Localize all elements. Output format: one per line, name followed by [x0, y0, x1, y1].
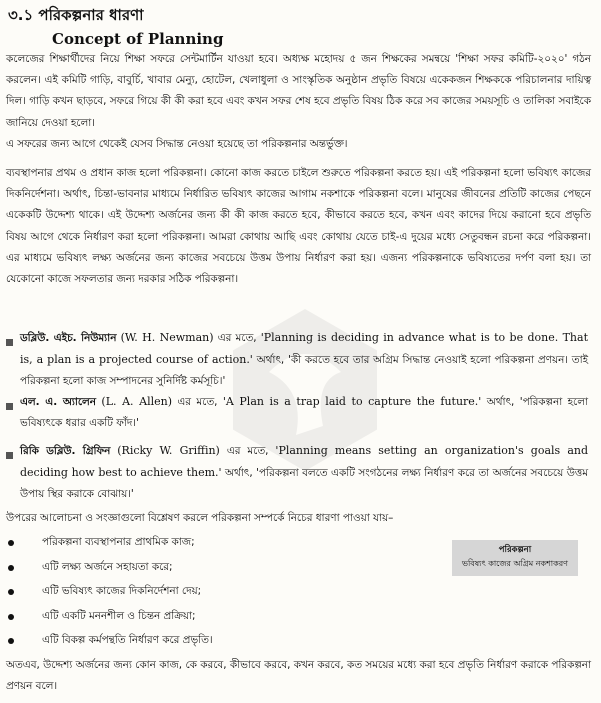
author-name-bn: ডব্লিউ. এইচ. নিউম্যান — [20, 332, 117, 344]
definition-translation-bn: অর্থাৎ, 'পরিকল্পনা বলতে একটি সংগঠনের লক্ষ্য নির্ধারণ করে তা অর্জনের সবচেয়ে উত্তম উপায় স্থির করাকে বোঝায়।' — [20, 467, 588, 501]
definition-translation-bn: অর্থাৎ, 'কী করতে হবে তার অগ্রিম সিদ্ধান্ত নেওয়াই হলো পরিকল্পনা প্রণয়ন। তাই পরিকল্পনা হলো কাজ সম্পাদনের সুনির্দিষ্ট কর্মসূচি।' — [20, 354, 588, 388]
section-heading: ৩.১ পরিকল্পনার ধারণা — [8, 6, 144, 24]
author-name-en: (W. H. Newman) — [120, 331, 214, 344]
side-box-title: পরিকল্পনা — [498, 545, 532, 555]
definition-griffin — [20, 440, 588, 506]
definition-allen — [20, 391, 588, 434]
author-name-bn: রিকি ডব্লিউ. গ্রিফিন — [20, 445, 111, 457]
section-subheading: Concept of Planning — [52, 30, 224, 48]
definition-quote-en: 'A Plan is a trap laid to capture the future.' — [222, 395, 482, 408]
definition-bullet-icon — [6, 403, 13, 410]
definition-bullet-icon — [6, 339, 13, 346]
definition-connector: এর মতে, — [213, 332, 261, 344]
definition-quote-en: 'Planning is deciding in advance what is to be done. That is, a plan is a projected course of action.' — [20, 331, 588, 367]
author-name-en: (L. A. Allen) — [101, 395, 172, 408]
author-name-en: (Ricky W. Griffin) — [117, 444, 220, 457]
list-item: এটি ভবিষ্যৎ কাজের দিকনির্দেশনা দেয়; — [6, 579, 446, 604]
definition-connector: এর মতে, — [219, 445, 276, 457]
definition-side-box — [452, 540, 578, 576]
author-name-bn: এল. এ. অ্যালেন — [20, 396, 97, 408]
definition-bullet-icon — [6, 452, 13, 459]
definition-connector: এর মতে, — [172, 396, 223, 408]
side-box-text: ভবিষ্যৎ কাজের অগ্রিম নকশাকরণ — [462, 559, 568, 568]
intro-paragraph: কলেজের শিক্ষার্থীদের নিয়ে শিক্ষা সফরে সেন্টমার্টিন যাওয়া হবে। অধ্যক্ষ মহোদয় ৫ জন শিক্ষকের সমন্বয়ে 'শিক্ষা সফর কমিটি-২০২০' গঠন করলেন। এই কমিটি গাড়ি, বাবুর্চি, খাবার মেন্যু, হোটেল, খেলাধুলা ও সাংস্কৃতিক অনুষ্ঠান প্রভৃতি বিষয়ে একেকজন শিক্ষককে পরিচালনার দায়িত্ব দিল। গাড়ি কখন ছাড়বে, সফরে গিয়ে কী কী করা হবে এবং কখন সফর শেষ হবে প্রভৃতি বিষয় ঠিক করে সব কাজের সময়সূচি ও তালিকা সবাইকে জানিয়ে দেওয়া হলো। — [6, 53, 591, 129]
list-item: এটি বিকল্প কর্মপন্থতি নির্ধারণ করে প্রভৃতি। — [6, 628, 446, 653]
definition-newman — [20, 327, 588, 393]
concept-bullet-list — [6, 530, 446, 653]
definition-translation-bn: অর্থাৎ, 'পরিকল্পনা হলো ভবিষ্যৎকে ধরার একটি ফাঁদ।' — [20, 396, 588, 430]
summary-intro: উপরের আলোচনা ও সংজ্ঞাগুলো বিশ্লেষণ করলে পরিকল্পনা সম্পর্কে নিচের ধারণা পাওয়া যায়– — [6, 512, 394, 524]
list-item: এটি একটি মননশীল ও চিন্তন প্রক্রিয়া; — [6, 604, 446, 629]
list-item: এটি লক্ষ্য অর্জনে সহায়তা করে; — [6, 555, 446, 580]
list-item: পরিকল্পনা ব্যবস্থাপনার প্রাথমিক কাজ; — [6, 530, 446, 555]
definition-quote-en: 'Planning means setting an organization's goals and deciding how best to achieve them.' — [20, 444, 589, 480]
conclusion-paragraph: অতএব, উদ্দেশ্য অর্জনের জন্য কোন কাজ, কে করবে, কীভাবে করবে, কখন করবে, কত সময়ের মধ্যে করা হবে প্রভৃতি নির্ধারণ করাকে পরিকল্পনা প্রণয়ন বলে। — [6, 659, 591, 693]
planning-description-paragraph: ব্যবস্থাপনার প্রথম ও প্রধান কাজ হলো পরিকল্পনা। কোনো কাজ করতে চাইলে শুরুতে পরিকল্পনা করতে হয়। এই পরিকল্পনা হলো ভবিষ্যৎ কাজের দিকনির্দেশনা। অর্থাৎ, চিন্তা-ভাবনার মাধ্যমে নির্ধারিত ভবিষ্যৎ কাজের আগাম নকশাকে পরিকল্পনা বলে। মানুষের জীবনের প্রতিটি কাজের পেছনে একেকটি উদ্দেশ্য থাকে। এই উদ্দেশ্য অর্জনের জন্য কী কী কাজ করতে হবে, কীভাবে করতে হবে, কখন এবং কাদের দিয়ে করানো হবে প্রভৃতি বিষয় আগে থেকে নির্ধারণ করা হলো পরিকল্পনা। আমরা কোথায় আছি এবং কোথায় যেতে চাই-এ দুয়ের মধ্যে সেতুবন্ধন রচনা করে পরিকল্পনা। এর মাধ্যমে ভবিষ্যৎ লক্ষ্য অর্জনের জন্য কাজের সবচেয়ে উত্তম উপায় নির্ধারণ করা হয়। এজন্য পরিকল্পনাকে ভবিষ্যতের দর্পণ বলা হয়। তা যেকোনো কাজে সফলতার জন্য দরকার সঠিক পরিকল্পনা। — [6, 167, 591, 286]
intro-summary-line: এ সফরের জন্য আগে থেকেই যেসব সিদ্ধান্ত নেওয়া হয়েছে তা পরিকল্পনার অন্তর্ভুক্ত। — [6, 138, 348, 150]
